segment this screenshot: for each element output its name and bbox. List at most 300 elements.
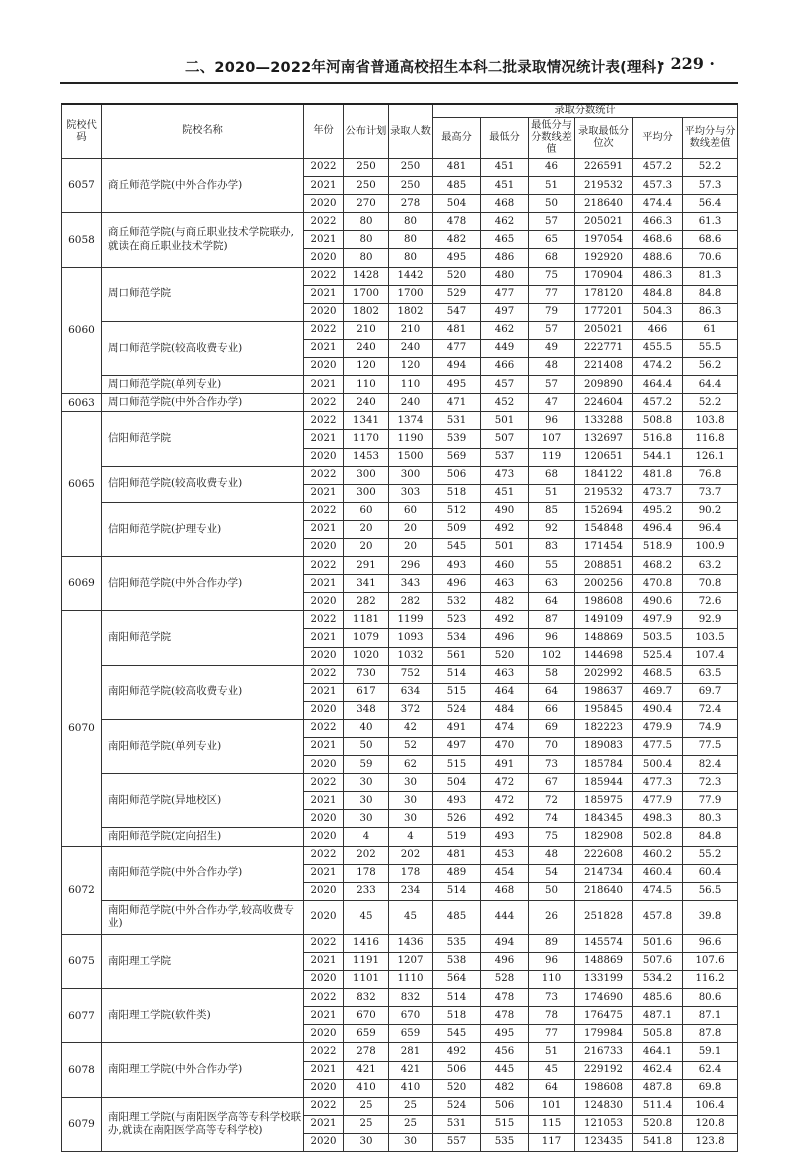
school-code: 6075	[62, 934, 102, 988]
school-name: 商丘师范学院(中外合作办学)	[102, 159, 304, 213]
avg-diff-cell: 86.3	[683, 303, 738, 321]
avg-diff-cell: 56.5	[683, 882, 738, 900]
admitted-cell: 120	[389, 358, 433, 376]
min-diff-cell: 63	[529, 575, 575, 593]
page-header	[185, 52, 725, 80]
min-diff-cell: 65	[529, 231, 575, 249]
max-cell: 492	[433, 1043, 481, 1061]
avg-diff-cell: 68.6	[683, 231, 738, 249]
avg-cell: 468.5	[633, 665, 683, 683]
min-cell: 482	[481, 1079, 529, 1097]
table-row	[62, 934, 738, 952]
min-cell: 492	[481, 810, 529, 828]
year-cell: 2020	[304, 900, 344, 934]
year-cell: 2021	[304, 864, 344, 882]
admitted-cell: 1700	[389, 285, 433, 303]
col-max: 最高分	[433, 118, 481, 159]
min-cell: 472	[481, 792, 529, 810]
year-cell: 2020	[304, 303, 344, 321]
plan-cell: 341	[344, 575, 389, 593]
min-diff-cell: 70	[529, 738, 575, 756]
max-cell: 491	[433, 719, 481, 737]
plan-cell: 730	[344, 665, 389, 683]
min-diff-cell: 57	[529, 376, 575, 394]
col-code: 院校代码	[62, 104, 102, 159]
min-diff-cell: 74	[529, 810, 575, 828]
avg-diff-cell: 62.4	[683, 1061, 738, 1079]
admitted-cell: 1207	[389, 952, 433, 970]
min-cell: 495	[481, 1025, 529, 1043]
avg-diff-cell: 116.8	[683, 430, 738, 448]
max-cell: 506	[433, 466, 481, 484]
admitted-cell: 752	[389, 665, 433, 683]
max-cell: 496	[433, 575, 481, 593]
avg-cell: 496.4	[633, 520, 683, 538]
min-rank-cell: 145574	[575, 934, 633, 952]
plan-cell: 300	[344, 484, 389, 502]
admitted-cell: 4	[389, 828, 433, 846]
min-diff-cell: 57	[529, 213, 575, 231]
avg-diff-cell: 77.5	[683, 738, 738, 756]
year-cell: 2020	[304, 538, 344, 556]
admitted-cell: 1190	[389, 430, 433, 448]
plan-cell: 1101	[344, 971, 389, 989]
admitted-cell: 282	[389, 593, 433, 611]
year-cell: 2022	[304, 1043, 344, 1061]
min-rank-cell: 197054	[575, 231, 633, 249]
min-rank-cell: 149109	[575, 611, 633, 629]
plan-cell: 1191	[344, 952, 389, 970]
plan-cell: 291	[344, 557, 389, 575]
admitted-cell: 421	[389, 1061, 433, 1079]
admitted-cell: 372	[389, 701, 433, 719]
min-cell: 460	[481, 557, 529, 575]
min-diff-cell: 67	[529, 774, 575, 792]
avg-cell: 457.3	[633, 177, 683, 195]
year-cell: 2020	[304, 195, 344, 213]
min-cell: 456	[481, 1043, 529, 1061]
plan-cell: 178	[344, 864, 389, 882]
plan-cell: 240	[344, 339, 389, 357]
table-row	[62, 394, 738, 412]
year-cell: 2022	[304, 611, 344, 629]
year-cell: 2021	[304, 430, 344, 448]
plan-cell: 30	[344, 810, 389, 828]
year-cell: 2020	[304, 1133, 344, 1151]
admitted-cell: 42	[389, 719, 433, 737]
max-cell: 514	[433, 665, 481, 683]
min-cell: 444	[481, 900, 529, 934]
max-cell: 509	[433, 520, 481, 538]
min-diff-cell: 102	[529, 647, 575, 665]
plan-cell: 110	[344, 376, 389, 394]
admitted-cell: 1093	[389, 629, 433, 647]
min-rank-cell: 192920	[575, 249, 633, 267]
table-row	[62, 1097, 738, 1115]
school-name: 南阳师范学院(较高收费专业)	[102, 665, 304, 719]
max-cell: 512	[433, 502, 481, 520]
admitted-cell: 278	[389, 195, 433, 213]
school-name: 信阳师范学院(较高收费专业)	[102, 466, 304, 502]
min-diff-cell: 47	[529, 394, 575, 412]
year-cell: 2021	[304, 1007, 344, 1025]
min-rank-cell: 124830	[575, 1097, 633, 1115]
table-row	[62, 1043, 738, 1061]
year-cell: 2021	[304, 339, 344, 357]
admitted-cell: 178	[389, 864, 433, 882]
min-rank-cell: 195845	[575, 701, 633, 719]
max-cell: 524	[433, 701, 481, 719]
plan-cell: 250	[344, 159, 389, 177]
year-cell: 2022	[304, 213, 344, 231]
avg-cell: 462.4	[633, 1061, 683, 1079]
avg-cell: 498.3	[633, 810, 683, 828]
avg-diff-cell: 52.2	[683, 394, 738, 412]
min-cell: 507	[481, 430, 529, 448]
avg-diff-cell: 123.8	[683, 1133, 738, 1151]
min-cell: 464	[481, 683, 529, 701]
admitted-cell: 281	[389, 1043, 433, 1061]
min-rank-cell: 222771	[575, 339, 633, 357]
avg-diff-cell: 70.6	[683, 249, 738, 267]
avg-cell: 544.1	[633, 448, 683, 466]
avg-diff-cell: 63.5	[683, 665, 738, 683]
avg-diff-cell: 70.8	[683, 575, 738, 593]
avg-diff-cell: 106.4	[683, 1097, 738, 1115]
min-diff-cell: 83	[529, 538, 575, 556]
avg-diff-cell: 63.2	[683, 557, 738, 575]
max-cell: 545	[433, 538, 481, 556]
min-rank-cell: 121053	[575, 1115, 633, 1133]
school-code: 6069	[62, 557, 102, 611]
min-rank-cell: 229192	[575, 1061, 633, 1079]
min-rank-cell: 251828	[575, 900, 633, 934]
table-header	[62, 104, 738, 159]
min-diff-cell: 48	[529, 846, 575, 864]
admitted-cell: 250	[389, 159, 433, 177]
min-rank-cell: 202992	[575, 665, 633, 683]
plan-cell: 348	[344, 701, 389, 719]
admitted-cell: 670	[389, 1007, 433, 1025]
year-cell: 2022	[304, 719, 344, 737]
min-diff-cell: 66	[529, 701, 575, 719]
min-cell: 537	[481, 448, 529, 466]
plan-cell: 40	[344, 719, 389, 737]
col-plan: 公布计划	[344, 104, 389, 159]
school-code: 6079	[62, 1097, 102, 1151]
max-cell: 569	[433, 448, 481, 466]
max-cell: 495	[433, 249, 481, 267]
min-cell: 501	[481, 538, 529, 556]
avg-cell: 479.9	[633, 719, 683, 737]
avg-diff-cell: 100.9	[683, 538, 738, 556]
school-name: 信阳师范学院(护理专业)	[102, 502, 304, 556]
admitted-cell: 659	[389, 1025, 433, 1043]
min-diff-cell: 107	[529, 430, 575, 448]
min-diff-cell: 87	[529, 611, 575, 629]
avg-diff-cell: 56.2	[683, 358, 738, 376]
avg-cell: 504.3	[633, 303, 683, 321]
school-name: 南阳理工学院	[102, 934, 304, 988]
avg-cell: 516.8	[633, 430, 683, 448]
avg-cell: 488.6	[633, 249, 683, 267]
school-code: 6072	[62, 846, 102, 934]
table-row	[62, 774, 738, 792]
avg-diff-cell: 73.7	[683, 484, 738, 502]
plan-cell: 1428	[344, 267, 389, 285]
min-diff-cell: 79	[529, 303, 575, 321]
min-cell: 482	[481, 593, 529, 611]
admitted-cell: 202	[389, 846, 433, 864]
school-name: 南阳师范学院(中外合作办学)	[102, 846, 304, 900]
plan-cell: 80	[344, 249, 389, 267]
min-rank-cell: 132697	[575, 430, 633, 448]
year-cell: 2020	[304, 249, 344, 267]
min-diff-cell: 51	[529, 1043, 575, 1061]
admitted-cell: 240	[389, 339, 433, 357]
min-cell: 528	[481, 971, 529, 989]
avg-diff-cell: 80.3	[683, 810, 738, 828]
max-cell: 477	[433, 339, 481, 357]
min-rank-cell: 144698	[575, 647, 633, 665]
admitted-cell: 80	[389, 213, 433, 231]
plan-cell: 617	[344, 683, 389, 701]
min-diff-cell: 50	[529, 882, 575, 900]
admitted-cell: 25	[389, 1115, 433, 1133]
min-diff-cell: 64	[529, 683, 575, 701]
school-code: 6078	[62, 1043, 102, 1097]
min-cell: 478	[481, 989, 529, 1007]
min-rank-cell: 214734	[575, 864, 633, 882]
max-cell: 561	[433, 647, 481, 665]
avg-cell: 507.6	[633, 952, 683, 970]
avg-diff-cell: 76.8	[683, 466, 738, 484]
max-cell: 532	[433, 593, 481, 611]
year-cell: 2021	[304, 792, 344, 810]
max-cell: 494	[433, 358, 481, 376]
avg-diff-cell: 84.8	[683, 285, 738, 303]
avg-cell: 464.4	[633, 376, 683, 394]
min-cell: 451	[481, 484, 529, 502]
avg-diff-cell: 69.7	[683, 683, 738, 701]
admitted-cell: 1442	[389, 267, 433, 285]
max-cell: 557	[433, 1133, 481, 1151]
max-cell: 514	[433, 882, 481, 900]
min-cell: 496	[481, 952, 529, 970]
avg-cell: 470.8	[633, 575, 683, 593]
school-name: 南阳师范学院(单列专业)	[102, 719, 304, 773]
table-row	[62, 900, 738, 934]
year-cell: 2021	[304, 629, 344, 647]
min-rank-cell: 182223	[575, 719, 633, 737]
min-rank-cell: 148869	[575, 952, 633, 970]
col-year: 年份	[304, 104, 344, 159]
plan-cell: 1181	[344, 611, 389, 629]
min-diff-cell: 51	[529, 177, 575, 195]
plan-cell: 210	[344, 321, 389, 339]
plan-cell: 240	[344, 394, 389, 412]
year-cell: 2021	[304, 1061, 344, 1079]
max-cell: 535	[433, 934, 481, 952]
year-cell: 2021	[304, 952, 344, 970]
admitted-cell: 1374	[389, 412, 433, 430]
min-cell: 473	[481, 466, 529, 484]
max-cell: 504	[433, 774, 481, 792]
plan-cell: 30	[344, 1133, 389, 1151]
max-cell: 489	[433, 864, 481, 882]
max-cell: 497	[433, 738, 481, 756]
avg-diff-cell: 56.4	[683, 195, 738, 213]
max-cell: 520	[433, 267, 481, 285]
min-cell: 496	[481, 629, 529, 647]
avg-diff-cell: 52.2	[683, 159, 738, 177]
year-cell: 2021	[304, 1115, 344, 1133]
min-cell: 484	[481, 701, 529, 719]
admitted-cell: 30	[389, 792, 433, 810]
min-diff-cell: 89	[529, 934, 575, 952]
avg-cell: 490.4	[633, 701, 683, 719]
year-cell: 2020	[304, 593, 344, 611]
plan-cell: 282	[344, 593, 389, 611]
min-diff-cell: 110	[529, 971, 575, 989]
max-cell: 520	[433, 1079, 481, 1097]
max-cell: 485	[433, 177, 481, 195]
page-title: 二、2020—2022年河南省普通高校招生本科二批录取情况统计表(理科)	[185, 60, 664, 76]
max-cell: 518	[433, 484, 481, 502]
min-rank-cell: 224604	[575, 394, 633, 412]
min-rank-cell: 218640	[575, 882, 633, 900]
plan-cell: 233	[344, 882, 389, 900]
year-cell: 2022	[304, 557, 344, 575]
avg-diff-cell: 80.6	[683, 989, 738, 1007]
avg-cell: 511.4	[633, 1097, 683, 1115]
avg-cell: 497.9	[633, 611, 683, 629]
table-row	[62, 665, 738, 683]
min-rank-cell: 123435	[575, 1133, 633, 1151]
col-min: 最低分	[481, 118, 529, 159]
min-rank-cell: 226591	[575, 159, 633, 177]
avg-diff-cell: 72.3	[683, 774, 738, 792]
admitted-cell: 52	[389, 738, 433, 756]
school-name: 南阳师范学院(中外合作办学,较高收费专业)	[102, 900, 304, 934]
school-code: 6077	[62, 989, 102, 1043]
avg-cell: 505.8	[633, 1025, 683, 1043]
admitted-cell: 1436	[389, 934, 433, 952]
year-cell: 2021	[304, 484, 344, 502]
max-cell: 481	[433, 846, 481, 864]
avg-cell: 487.1	[633, 1007, 683, 1025]
admitted-cell: 60	[389, 502, 433, 520]
admitted-cell: 62	[389, 756, 433, 774]
min-cell: 463	[481, 575, 529, 593]
min-cell: 490	[481, 502, 529, 520]
plan-cell: 300	[344, 466, 389, 484]
school-code: 6063	[62, 394, 102, 412]
admitted-cell: 80	[389, 249, 433, 267]
avg-diff-cell: 120.8	[683, 1115, 738, 1133]
min-diff-cell: 77	[529, 285, 575, 303]
min-cell: 465	[481, 231, 529, 249]
min-rank-cell: 189083	[575, 738, 633, 756]
min-rank-cell: 216733	[575, 1043, 633, 1061]
plan-cell: 4	[344, 828, 389, 846]
school-code: 6060	[62, 267, 102, 394]
avg-diff-cell: 60.4	[683, 864, 738, 882]
min-diff-cell: 75	[529, 267, 575, 285]
min-diff-cell: 58	[529, 665, 575, 683]
col-min-diff: 最低分与分数线差值	[529, 118, 575, 159]
admitted-cell: 20	[389, 520, 433, 538]
admitted-cell: 303	[389, 484, 433, 502]
school-code: 6057	[62, 159, 102, 213]
avg-diff-cell: 96.6	[683, 934, 738, 952]
table-row	[62, 719, 738, 737]
table-row	[62, 213, 738, 231]
avg-cell: 485.6	[633, 989, 683, 1007]
table-row	[62, 502, 738, 520]
header-rule	[60, 82, 738, 84]
admitted-cell: 1802	[389, 303, 433, 321]
page-number: · 229 ·	[659, 54, 715, 73]
min-cell: 454	[481, 864, 529, 882]
admitted-cell: 25	[389, 1097, 433, 1115]
max-cell: 526	[433, 810, 481, 828]
max-cell: 515	[433, 756, 481, 774]
avg-cell: 508.8	[633, 412, 683, 430]
school-code: 6065	[62, 412, 102, 557]
min-rank-cell: 178120	[575, 285, 633, 303]
min-cell: 453	[481, 846, 529, 864]
max-cell: 518	[433, 1007, 481, 1025]
avg-diff-cell: 39.8	[683, 900, 738, 934]
admitted-cell: 300	[389, 466, 433, 484]
avg-cell: 490.6	[633, 593, 683, 611]
avg-diff-cell: 103.5	[683, 629, 738, 647]
avg-cell: 500.4	[633, 756, 683, 774]
min-rank-cell: 219532	[575, 177, 633, 195]
avg-diff-cell: 107.4	[683, 647, 738, 665]
table-row	[62, 611, 738, 629]
min-rank-cell: 184122	[575, 466, 633, 484]
admitted-cell: 30	[389, 774, 433, 792]
min-rank-cell: 184345	[575, 810, 633, 828]
year-cell: 2022	[304, 934, 344, 952]
avg-cell: 466.3	[633, 213, 683, 231]
avg-diff-cell: 69.8	[683, 1079, 738, 1097]
avg-diff-cell: 82.4	[683, 756, 738, 774]
min-diff-cell: 54	[529, 864, 575, 882]
avg-diff-cell: 77.9	[683, 792, 738, 810]
avg-cell: 501.6	[633, 934, 683, 952]
year-cell: 2021	[304, 177, 344, 195]
max-cell: 564	[433, 971, 481, 989]
year-cell: 2020	[304, 358, 344, 376]
max-cell: 545	[433, 1025, 481, 1043]
plan-cell: 50	[344, 738, 389, 756]
year-cell: 2022	[304, 1097, 344, 1115]
avg-diff-cell: 72.4	[683, 701, 738, 719]
max-cell: 515	[433, 683, 481, 701]
col-admitted: 录取人数	[389, 104, 433, 159]
min-rank-cell: 205021	[575, 213, 633, 231]
min-cell: 491	[481, 756, 529, 774]
admitted-cell: 832	[389, 989, 433, 1007]
min-cell: 451	[481, 177, 529, 195]
year-cell: 2021	[304, 520, 344, 538]
plan-cell: 1802	[344, 303, 389, 321]
avg-diff-cell: 59.1	[683, 1043, 738, 1061]
min-cell: 463	[481, 665, 529, 683]
